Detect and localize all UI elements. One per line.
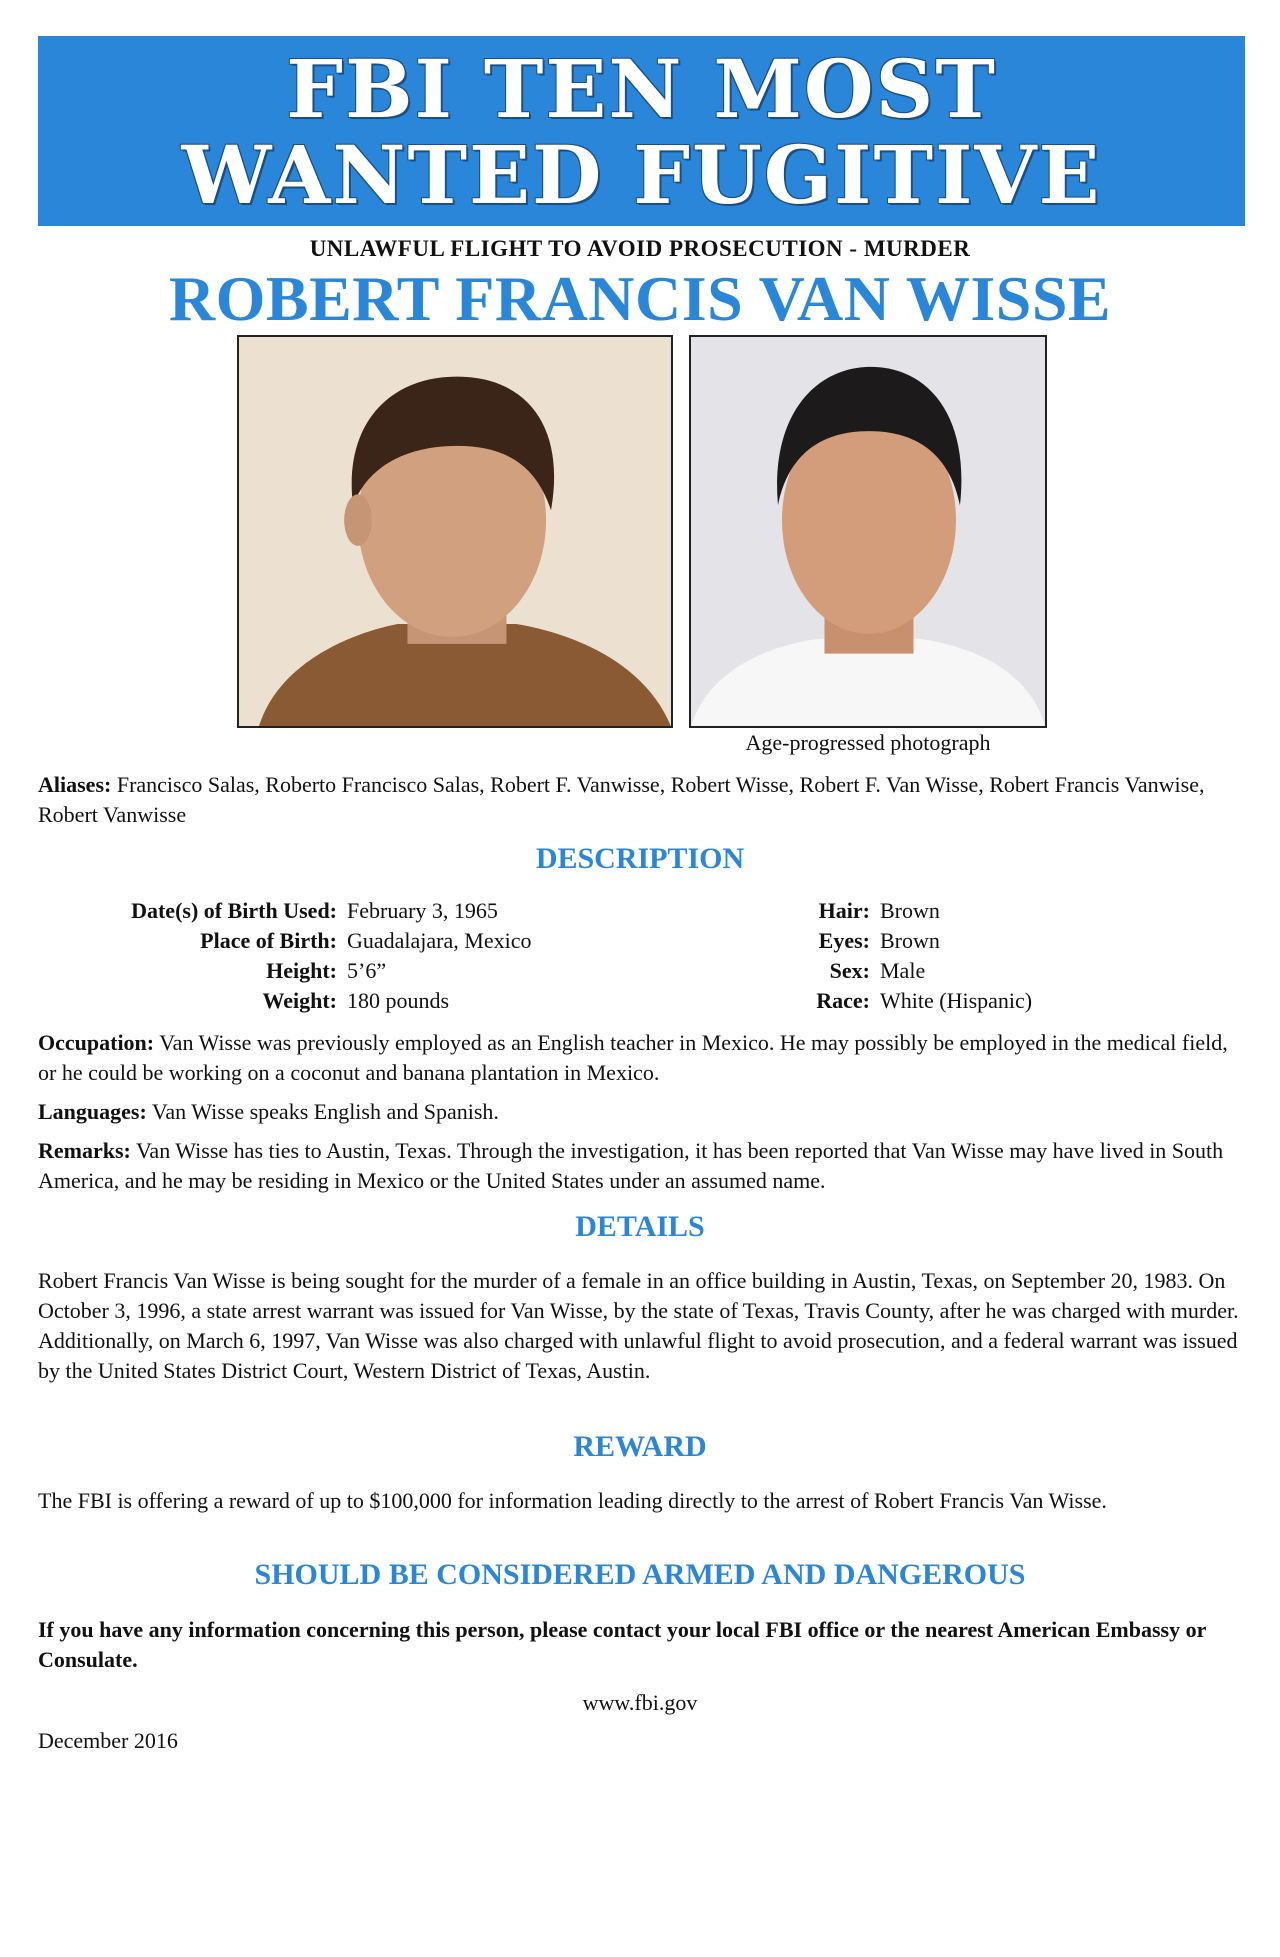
languages-paragraph (38, 1097, 1248, 1127)
sex-label: Sex: (829, 958, 870, 983)
languages-text: Van Wisse speaks English and Spanish. (151, 1099, 499, 1124)
race-value: White (Hispanic) (880, 988, 1033, 1013)
weight-label: Weight: (262, 988, 337, 1013)
aliases-text: Francisco Salas, Roberto Francisco Salas, Robert F. Vanwisse, Robert Wisse, Robert F. Van Wisse, Robert Francis Vanwise, Robert Vanwisse (38, 772, 1205, 827)
reward-text: The FBI is offering a reward of up to $100,000 for information leading directly to the arrest of Robert Francis Van Wisse. (38, 1488, 1107, 1513)
birth-place-value: Guadalajara, Mexico (347, 928, 532, 953)
age-progressed-photo-image (691, 337, 1045, 726)
height-label: Height: (266, 958, 337, 983)
eyes-value: Brown (880, 928, 940, 953)
poster-date: December 2016 (38, 1728, 178, 1753)
aliases-label: Aliases: (38, 772, 112, 797)
birth-date-value: February 3, 1965 (347, 898, 498, 923)
age-progressed-photo (689, 335, 1047, 728)
details-heading: DETAILS (575, 1210, 705, 1243)
fugitive-name: ROBERT FRANCIS VAN WISSE (168, 263, 1112, 334)
eyes-label: Eyes: (818, 928, 870, 953)
wanted-banner (38, 36, 1245, 226)
fugitive-photo (237, 335, 673, 728)
remarks-label: Remarks: (38, 1138, 131, 1163)
charge-text: UNLAWFUL FLIGHT TO AVOID PROSECUTION - MURDER (309, 236, 971, 261)
height-value: 5’6” (347, 958, 387, 983)
banner-line-1: FBI TEN MOST (286, 42, 997, 136)
reward-heading: REWARD (573, 1430, 707, 1463)
banner-line-2: WANTED FUGITIVE (181, 128, 1102, 222)
aliases-paragraph (38, 770, 1248, 830)
hair-value: Brown (880, 898, 940, 923)
photo-caption: Age-progressed photograph (745, 730, 991, 755)
description-heading: DESCRIPTION (535, 842, 745, 875)
details-text: Robert Francis Van Wisse is being sought for the murder of a female in an office building in Austin, Texas, on September 20, 1983. On October 3, 1996, a state arrest warrant was issued for Van Wisse, by the state of Texas, Travis County, after he was charged with murder. Additionally, on March 6, 1997, Van Wisse was also charged with unlawful flight to avoid prosecution, and a federal warrant was issued by the United States District Court, Western District of Texas, Austin. (38, 1268, 1239, 1383)
occupation-label: Occupation: (38, 1030, 155, 1055)
armed-dangerous-warning: SHOULD BE CONSIDERED ARMED AND DANGEROUS (254, 1558, 1026, 1591)
remarks-text: Van Wisse has ties to Austin, Texas. Through the investigation, it has been reported that Van Wisse may have lived in South America, and he may be residing in Mexico or the United States under an assumed name. (38, 1138, 1224, 1193)
sex-value: Male (880, 958, 926, 983)
race-label: Race: (816, 988, 870, 1013)
birth-place-label: Place of Birth: (200, 928, 337, 953)
birth-date-label: Date(s) of Birth Used: (131, 898, 337, 923)
website-link[interactable]: www.fbi.gov (582, 1690, 698, 1715)
languages-label: Languages: (38, 1099, 147, 1124)
hair-label: Hair: (818, 898, 870, 923)
fugitive-photo-image (239, 337, 671, 726)
occupation-text: Van Wisse was previously employed as an English teacher in Mexico. He may possibly be employed in the medical field, or he could be working on a coconut and banana plantation in Mexico. (38, 1030, 1228, 1085)
remarks-paragraph (38, 1136, 1248, 1196)
weight-value: 180 pounds (347, 988, 450, 1013)
occupation-paragraph (38, 1028, 1248, 1088)
contact-text: If you have any information concerning this person, please contact your local FBI office or the nearest American Embassy or Consulate. (38, 1617, 1206, 1672)
